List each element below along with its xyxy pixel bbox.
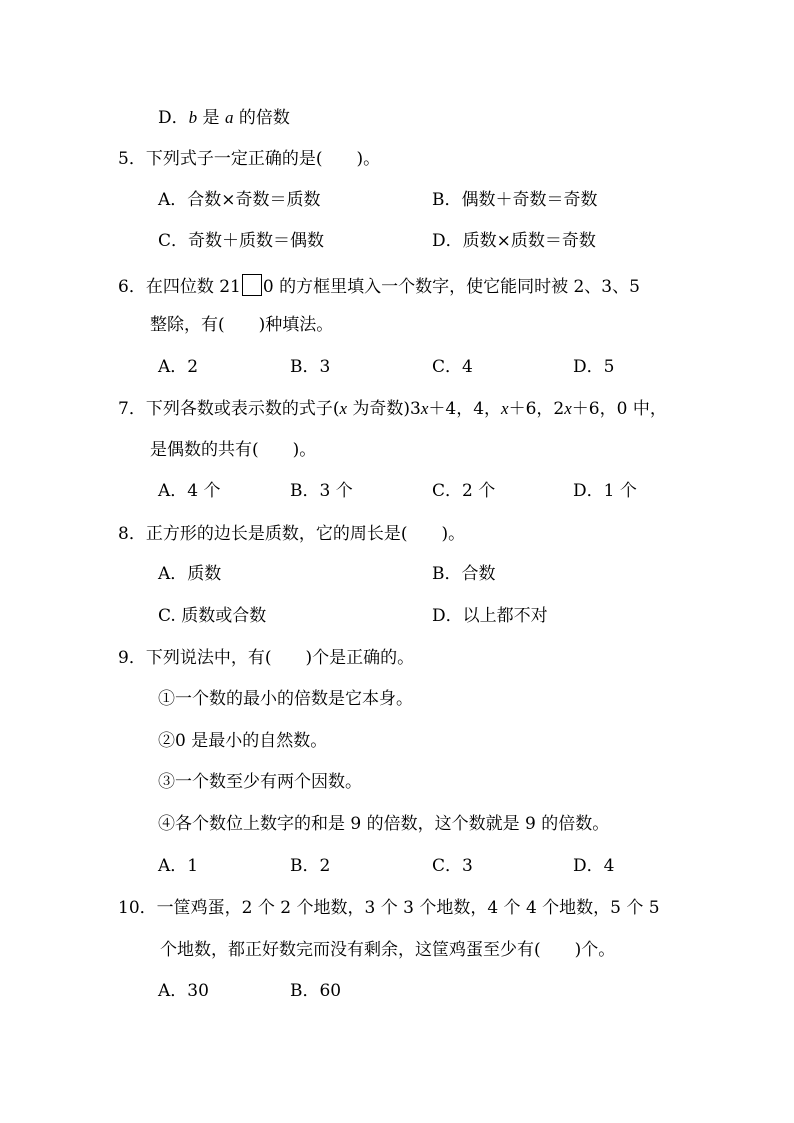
q9-option-c: C．3: [432, 856, 473, 876]
q6-option-c: C．4: [432, 357, 473, 377]
q5-option-a: A．合数×奇数＝质数: [158, 190, 321, 210]
q9-option-a: A．1: [158, 856, 199, 876]
option-label: D．: [158, 108, 189, 128]
q6-stem-post: 0 的方框里填入一个数字，使它能同时被 2、3、5: [262, 277, 640, 297]
q5-option-b: B．偶数＋奇数＝奇数: [432, 190, 598, 210]
text: 的倍数: [233, 108, 290, 128]
q7-option-c: C．2 个: [432, 481, 496, 501]
q5-stem: 5．下列式子一定正确的是( )。: [118, 149, 381, 169]
q10-option-b: B．60: [290, 981, 342, 1001]
text: 是: [197, 108, 225, 128]
q9-stem: 9．下列说法中，有( )个是正确的。: [118, 648, 415, 668]
variable-x: x: [420, 399, 429, 418]
variable-x: x: [501, 399, 509, 418]
q6-option-b: B．3: [290, 357, 331, 377]
variable-x: x: [564, 399, 572, 418]
q7-option-d: D．1 个: [573, 481, 637, 501]
q7-stem-line2: 是偶数的共有( )。: [150, 440, 317, 460]
q7-stem: [118, 398, 667, 420]
text: 为奇数)3: [347, 399, 421, 419]
text: ＋6，0 中，: [571, 399, 667, 419]
q8-option-d: D．以上都不对: [432, 606, 548, 626]
q8-option-b: B．合数: [432, 564, 496, 584]
q9-statement-1: ①一个数的最小的倍数是它本身。: [158, 689, 413, 709]
q5-option-c: C．奇数＋质数＝偶数: [158, 231, 325, 251]
q7-option-b: B．3 个: [290, 481, 353, 501]
text: ＋6，2: [508, 399, 565, 419]
q9-option-d: D．4: [573, 856, 615, 876]
q10-stem-line2: 个地数，都正好数完而没有剩余，这筐鸡蛋至少有( )个。: [160, 940, 616, 960]
variable-a: a: [224, 108, 234, 127]
q8-option-a: A．质数: [158, 564, 222, 584]
q9-option-b: B．2: [290, 856, 331, 876]
blank-box: [242, 274, 262, 296]
q6-option-d: D．5: [573, 357, 615, 377]
q6-option-a: A．2: [158, 357, 199, 377]
q9-statement-4: ④各个数位上数字的和是 9 的倍数，这个数就是 9 的倍数。: [158, 814, 610, 834]
q8-option-c: C. 质数或合数: [158, 606, 267, 626]
text: 7．下列各数或表示数的式子(: [118, 399, 340, 419]
text: ＋4，4，: [428, 399, 502, 419]
q9-statement-3: ③一个数至少有两个因数。: [158, 772, 362, 792]
q8-stem: 8．正方形的边长是质数，它的周长是( )。: [118, 524, 466, 544]
q9-statement-2: ②0 是最小的自然数。: [158, 731, 328, 751]
q4-option-d: [158, 107, 290, 129]
q6-stem-line2: 整除，有( )种填法。: [150, 315, 334, 335]
variable-b: b: [188, 108, 198, 127]
q5-option-d: D．质数×质数＝奇数: [432, 231, 596, 251]
q6-stem-pre: 6．在四位数 21: [118, 277, 241, 297]
q6-stem: [118, 274, 640, 298]
q10-stem: 10．一筐鸡蛋，2 个 2 个地数，3 个 3 个地数，4 个 4 个地数，5 个 5: [118, 898, 660, 918]
variable-x: x: [339, 399, 347, 418]
q10-option-a: A．30: [158, 981, 209, 1001]
q7-option-a: A．4 个: [158, 481, 221, 501]
